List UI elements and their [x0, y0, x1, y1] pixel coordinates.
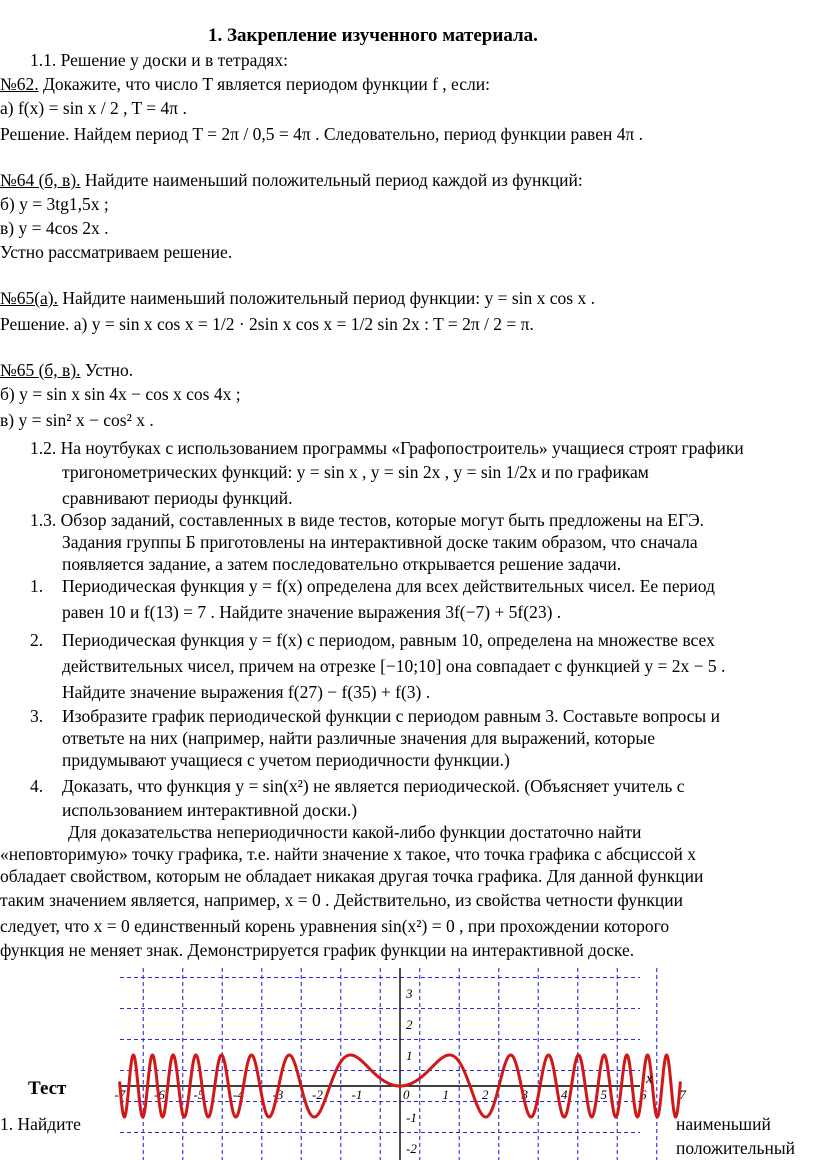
problem-65a-text: Найдите наименьший положительный период функции: y = sin x cos x . [58, 288, 595, 308]
task-2-line-3: Найдите значение выражения f(27) − f(35) + f(3) . [62, 682, 431, 702]
problem-64-oral: Устно рассматриваем решение. [0, 242, 233, 262]
task-4-line-2: использованием интерактивной доски.) [62, 800, 358, 820]
paragraph-line-6: функция не меняет знак. Демонстрируется график функции на интерактивной доске. [0, 940, 635, 960]
x-tick-label: -1 [351, 1087, 363, 1102]
problem-64-number: №64 (б, в). [0, 170, 81, 190]
page-title: 1. Закрепление изученного материала. [208, 25, 538, 46]
problem-62-number: №62. [0, 74, 39, 94]
problem-65a-number: №65(а). [0, 288, 58, 308]
problem-62-a: а) f(x) = sin x / 2 , T = 4π . [0, 98, 187, 118]
x-tick-label: -2 [312, 1087, 323, 1102]
problem-65bc-text: Устно. [80, 360, 134, 380]
section-1-2-line-1: 1.2. На ноутбуках с использованием программы «Графопостроитель» учащиеся строят графики [30, 438, 744, 458]
x-tick-label: -5 [193, 1087, 205, 1102]
x-tick-label: 7 [679, 1087, 686, 1102]
section-1-3-line-3: появляется задание, а затем последовательно открывается решение задачи. [62, 554, 622, 574]
task-1-line-2: равен 10 и f(13) = 7 . Найдите значение выражения 3f(−7) + 5f(23) . [62, 602, 562, 622]
problem-64-text: Найдите наименьший положительный период каждой из функций: [80, 170, 583, 190]
x-tick-label: 0 [403, 1087, 410, 1102]
x-tick-label: -6 [154, 1087, 165, 1102]
x-tick-label: 3 [521, 1087, 528, 1102]
problem-65bc-number: №65 (б, в). [0, 360, 81, 380]
task-3-line-3: придумывают учащиеся с учетом периодичности функции.) [62, 750, 510, 770]
task-4-number: 4. [30, 776, 44, 796]
problem-62-text: Докажите, что число T является периодом функции f , если: [38, 74, 490, 94]
task-1-number: 1. [30, 576, 44, 596]
sin-x-squared-graph [110, 968, 686, 1160]
x-tick-label: 1 [442, 1087, 449, 1102]
y-tick-label: 2 [406, 1017, 413, 1032]
x-tick-label: -7 [114, 1087, 126, 1102]
y-tick-label: 1 [406, 1048, 413, 1063]
x-tick-label: -3 [272, 1087, 284, 1102]
problem-65a-line [0, 288, 595, 308]
test-heading: Тест [28, 1078, 67, 1099]
test-question-1-right-1: наименьший [676, 1114, 771, 1134]
y-tick-label: -1 [406, 1110, 417, 1125]
x-tick-label: 6 [640, 1087, 647, 1102]
x-tick-label: 5 [600, 1087, 607, 1102]
paragraph-line-3: обладает свойством, которым не обладает никакая другая точка графика. Для данной функции [0, 866, 704, 886]
problem-65bc-line [0, 360, 133, 380]
task-3-number: 3. [30, 706, 44, 726]
x-axis-label: x [646, 1071, 653, 1087]
y-tick-label: 3 [406, 986, 413, 1001]
paragraph-line-5: следует, что x = 0 единственный корень уравнения sin(x²) = 0 , при прохождении которого [0, 916, 670, 936]
problem-65a-solution: Решение. а) y = sin x cos x = 1/2 · 2sin x cos x = 1/2 sin 2x : T = 2π / 2 = π. [0, 314, 534, 334]
section-1-1: 1.1. Решение у доски и в тетрадях: [30, 50, 288, 70]
task-3-line-2: ответьте на них (например, найти различные значения для выражений, которые [62, 728, 655, 748]
problem-65bc-b: б) y = sin x sin 4x − cos x cos 4x ; [0, 384, 241, 404]
problem-64-line [0, 170, 583, 190]
y-tick-label: -2 [406, 1141, 417, 1156]
x-tick-label: 2 [482, 1087, 489, 1102]
section-1-3-line-2: Задания группы Б приготовлены на интерактивной доске таким образом, что сначала [62, 532, 698, 552]
task-2-line-2: действительных чисел, причем на отрезке [−10;10] она совпадает с функцией y = 2x − 5 . [62, 656, 726, 676]
task-4-line-1: Доказать, что функция y = sin(x²) не является периодической. (Объясняет учитель с [62, 776, 685, 796]
task-3-line-1: Изобразите график периодической функции с периодом равным 3. Составьте вопросы и [62, 706, 720, 726]
test-question-1-right-2: положительный [676, 1138, 796, 1158]
paragraph-line-4: таким значением является, например, x = 0 . Действительно, из свойства четности функции [0, 890, 683, 910]
x-tick-label: 4 [561, 1087, 568, 1102]
task-2-number: 2. [30, 630, 44, 650]
section-1-2-line-2: тригонометрических функций: y = sin x , y = sin 2x , y = sin 1/2x и по графикам [62, 462, 649, 482]
section-1-3-line-1: 1.3. Обзор заданий, составленных в виде тестов, которые могут быть предложены на ЕГЭ. [30, 510, 705, 530]
x-tick-label: -4 [233, 1087, 244, 1102]
problem-64-c: в) y = 4cos 2x . [0, 218, 109, 238]
section-1-2-line-3: сравнивают периоды функций. [62, 488, 293, 508]
paragraph-line-1: Для доказательства непериодичности какой-либо функции достаточно найти [68, 822, 642, 842]
problem-62-line [0, 74, 490, 94]
task-1-line-1: Периодическая функция y = f(x) определена для всех действительных чисел. Ее период [62, 576, 715, 596]
task-2-line-1: Периодическая функция y = f(x) с периодом, равным 10, определена на множестве всех [62, 630, 715, 650]
problem-62-solution: Решение. Найдем период T = 2π / 0,5 = 4π . Следовательно, период функции равен 4π . [0, 124, 644, 144]
test-question-1-start: 1. Найдите [0, 1114, 81, 1134]
problem-64-b: б) y = 3tg1,5x ; [0, 194, 109, 214]
paragraph-line-2: «неповторимую» точку графика, т.е. найти значение x такое, что точка графика с абсциссой x [0, 844, 697, 864]
problem-65bc-c: в) y = sin² x − cos² x . [0, 410, 154, 430]
